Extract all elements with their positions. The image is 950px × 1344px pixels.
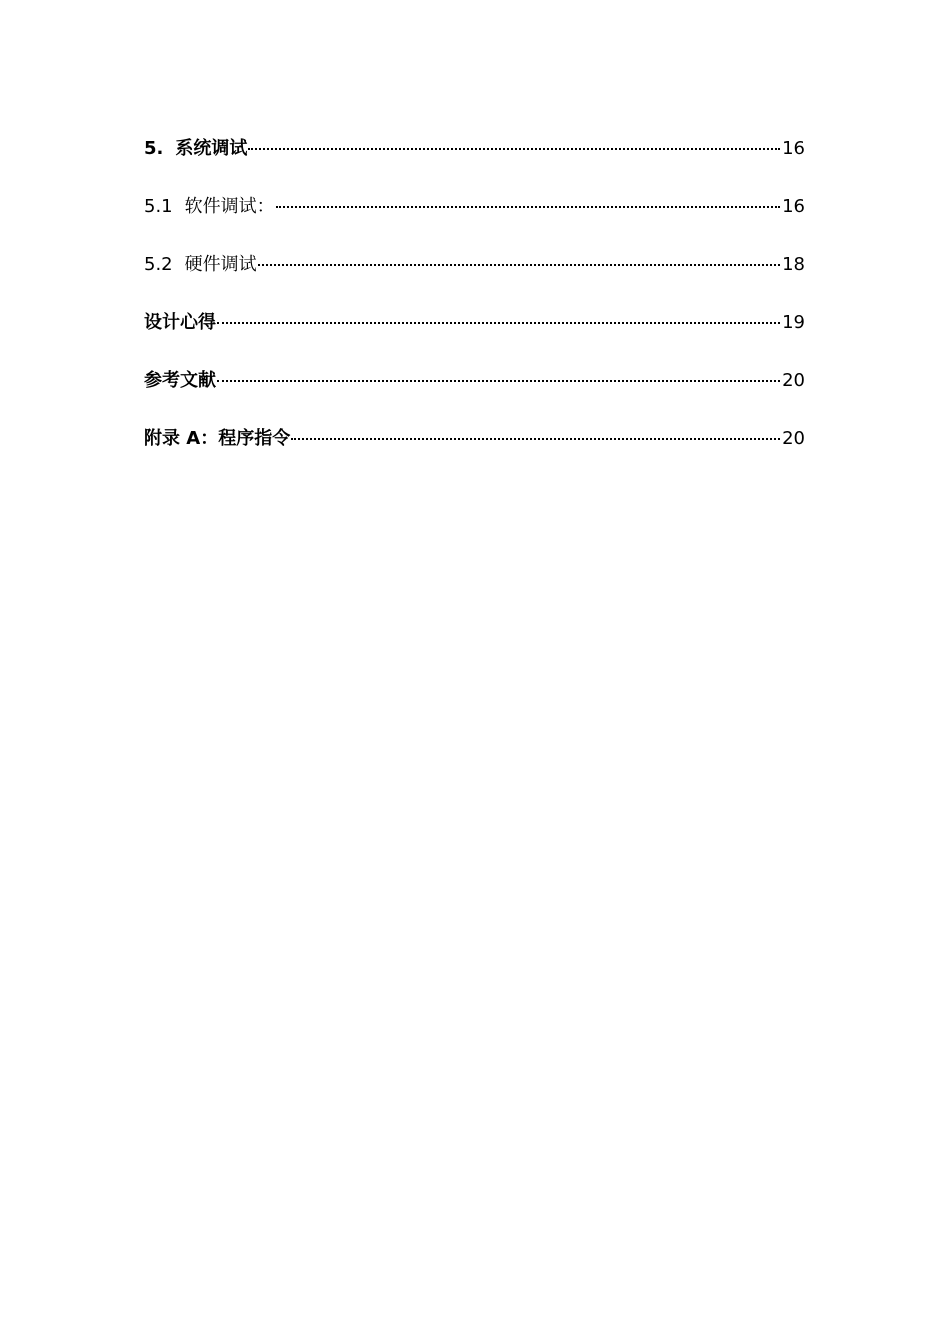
- toc-entry-software-debugging[interactable]: [144, 194, 805, 252]
- toc-entry-system-debugging[interactable]: [144, 136, 805, 194]
- toc-entry-number: 5.2: [144, 254, 173, 275]
- toc-entry-page: 20: [782, 428, 805, 449]
- toc-entry-page: 16: [782, 196, 805, 217]
- toc-entry-title: 参考文献: [144, 370, 216, 391]
- dot-leader: [217, 322, 780, 324]
- toc-entry-title: 设计心得: [144, 312, 216, 333]
- toc-entry-page: 20: [782, 370, 805, 391]
- dot-leader: [291, 438, 780, 440]
- toc-entry-number: 5.1: [144, 196, 173, 217]
- toc-entry-hardware-debugging[interactable]: [144, 252, 805, 310]
- dot-leader: [276, 206, 780, 208]
- toc-entry-title: 软件调试：: [184, 196, 275, 217]
- toc-entry-title: 附录 A：程序指令: [144, 428, 291, 449]
- dot-leader: [217, 380, 780, 382]
- toc-entry-page: 18: [782, 254, 805, 275]
- toc-entry-title: 硬件调试: [184, 254, 257, 275]
- toc-entry-number: 5.: [144, 138, 164, 159]
- toc-entry-design-reflections[interactable]: [144, 310, 805, 368]
- toc-entry-page: 16: [782, 138, 805, 159]
- toc-entry-appendix-a[interactable]: [144, 426, 805, 484]
- toc-entry-references[interactable]: [144, 368, 805, 426]
- table-of-contents: [144, 136, 805, 484]
- dot-leader: [248, 148, 780, 150]
- toc-entry-page: 19: [782, 312, 805, 333]
- dot-leader: [258, 264, 780, 266]
- toc-entry-title: 系统调试: [175, 138, 248, 159]
